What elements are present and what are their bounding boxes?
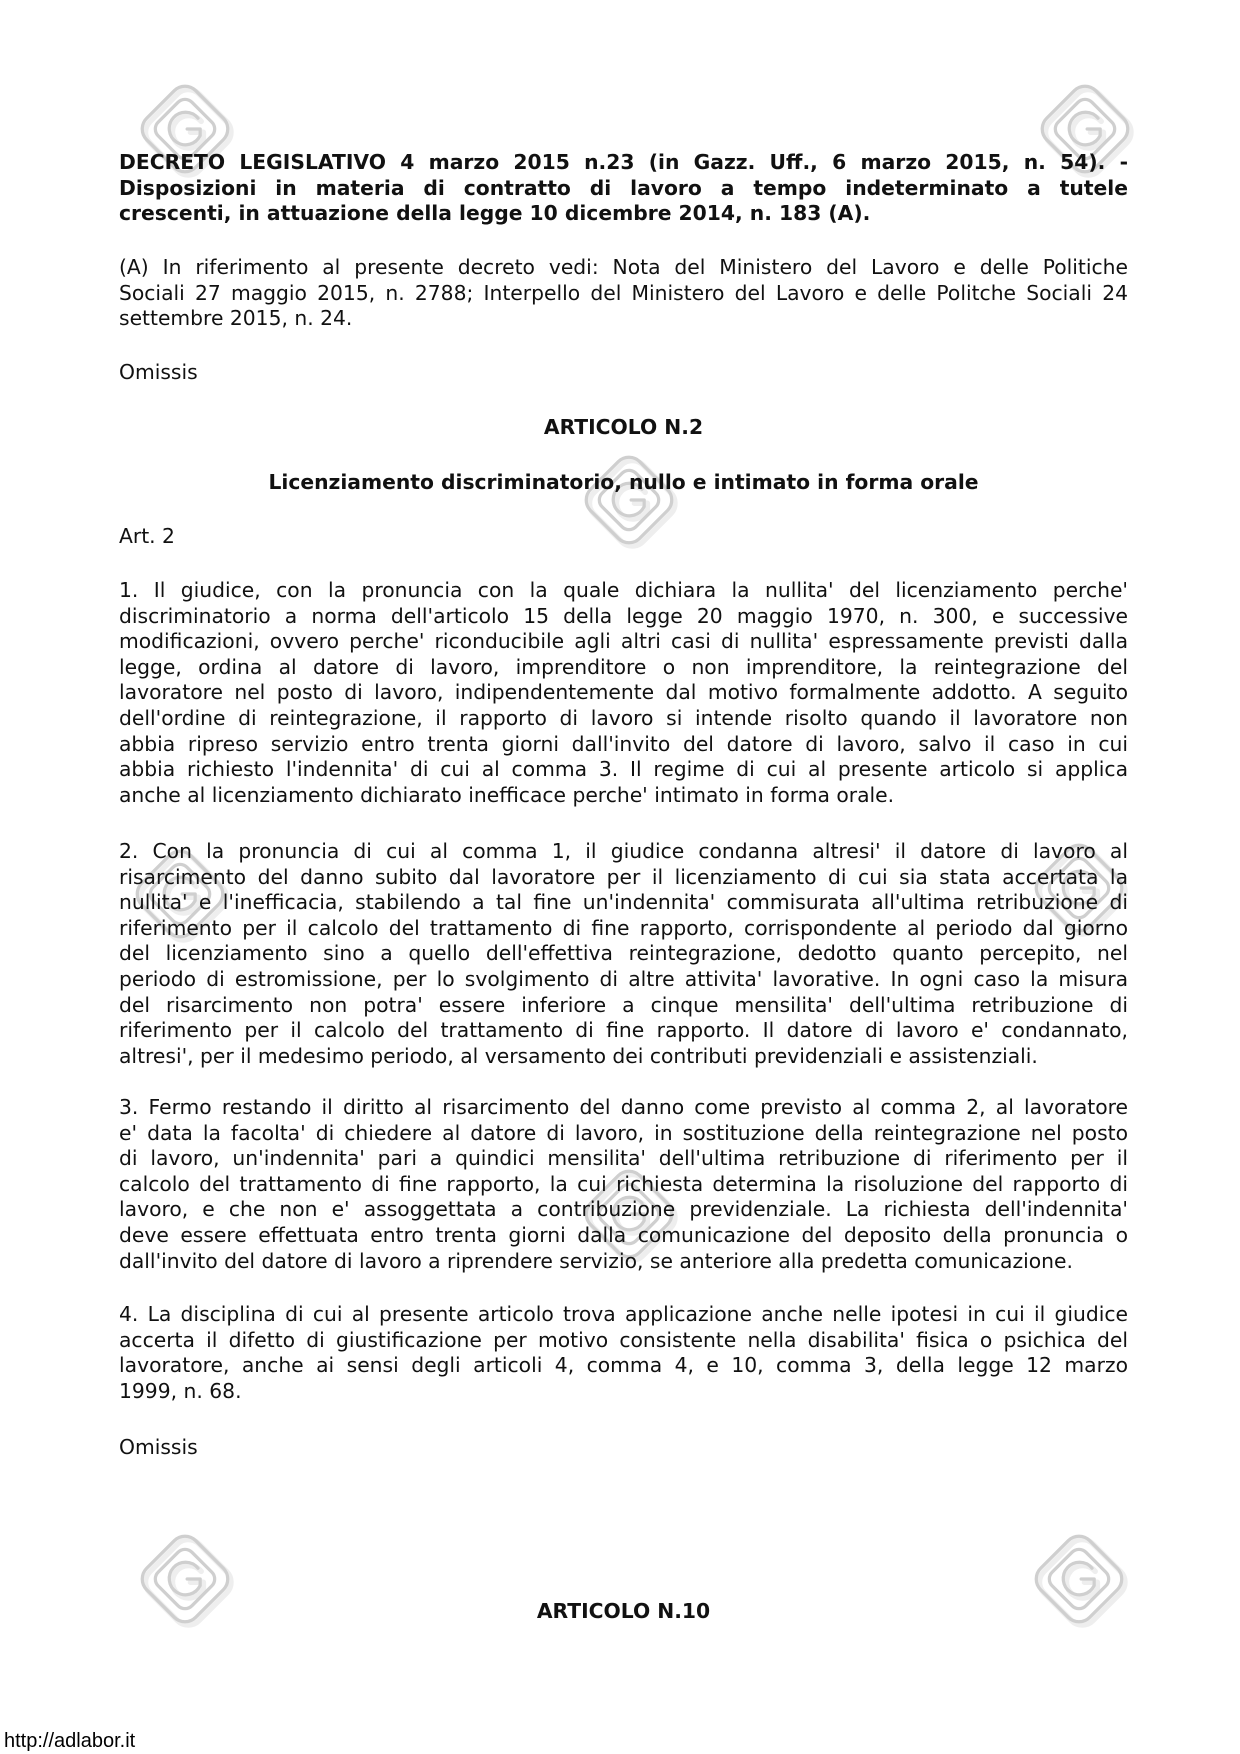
paragraph-line: 1999, n. 68. — [119, 1378, 242, 1403]
paragraph-line: del risarcimento non potra' essere inferiore a cinque mensilita' dell'ultima retribuzione di — [119, 992, 1128, 1017]
paragraph-3 — [119, 1095, 1128, 1274]
paragraph-line: dell'ordine di reintegrazione, il rapporto di lavoro si intende risolto quando il lavoratore non — [119, 705, 1128, 730]
omissis-text: Omissis — [119, 360, 198, 384]
reference-note-line: (A) In riferimento al presente decreto vedi: Nota del Ministero del Lavoro e delle Politiche — [119, 255, 1128, 279]
paragraph-line: 2. Con la pronuncia di cui al comma 1, il giudice condanna altresi' il datore di lavoro al — [119, 839, 1128, 863]
paragraph-line: lavoratore nel posto di lavoro, indipendentemente dal motivo formalmente addotto. A seguito — [119, 680, 1128, 705]
paragraph-line: risarcimento del danno subito dal lavoratore per il licenziamento di cui sia stata accertata la — [119, 864, 1128, 889]
paragraph-line: 4. La disciplina di cui al presente articolo trova applicazione anche nelle ipotesi in cui il giudice — [119, 1302, 1128, 1326]
paragraph-line: e' data la facolta' di chiedere al datore di lavoro, in sostituzione della reintegrazione nel posto — [119, 1120, 1128, 1145]
paragraph-line: legge, ordina al datore di lavoro, imprenditore o non imprenditore, la reintegrazione del — [119, 654, 1128, 679]
paragraph-line: di lavoro, un'indennita' pari a quindici mensilita' dell'ultima retribuzione di riferimento per il — [119, 1146, 1128, 1171]
paragraph-line: 1. Il giudice, con la pronuncia con la quale dichiara la nullita' del licenziamento perche' — [119, 578, 1128, 602]
paragraph-line: anche al licenziamento dichiarato inefficace perche' intimato in forma orale. — [119, 782, 895, 807]
omissis-text: Omissis — [119, 1435, 198, 1459]
paragraph-line: abbia ripreso servizio entro trenta giorni dall'invito del datore di lavoro, salvo il caso in cui — [119, 731, 1128, 756]
paragraph-1 — [119, 578, 1128, 808]
reference-note — [119, 255, 1128, 332]
paragraph-line: periodo di estromissione, per lo svolgimento di altre attivita' lavorative. In ogni caso la misura — [119, 966, 1128, 991]
reference-note-line: settembre 2015, n. 24. — [119, 306, 353, 331]
article-subtitle: Licenziamento discriminatorio, nullo e intimato in forma orale — [268, 470, 979, 494]
source-url: http://adlabor.it — [4, 1730, 136, 1752]
paragraph-line: lavoratore, anche ai sensi degli articoli 4, comma 4, e 10, comma 3, della legge 12 marzo — [119, 1353, 1128, 1378]
paragraph-line: lavoro, e che non e' assoggettata a contribuzione previdenziale. La richiesta dell'indennita' — [119, 1197, 1128, 1222]
decree-title-line: Disposizioni in materia di contratto di lavoro a tempo indeterminato a tutele — [119, 175, 1128, 200]
paragraph-line: riferimento per il calcolo del trattamento di fine rapporto, corrispondente al periodo dal giorno — [119, 915, 1128, 940]
article-heading: ARTICOLO N.2 — [543, 415, 704, 439]
paragraph-line: nullita' e l'inefficacia, stabilendo a tal fine un'indennita' commisurata all'ultima retribuzione di — [119, 890, 1128, 915]
paragraph-line: riferimento per il calcolo del trattamento di fine rapporto. Il datore di lavoro e' condannato, — [119, 1018, 1128, 1043]
paragraph-line: altresi', per il medesimo periodo, al versamento dei contributi previdenziali e assistenziali. — [119, 1043, 1038, 1068]
paragraph-line: 3. Fermo restando il diritto al risarcimento del danno come previsto al comma 2, al lavoratore — [119, 1095, 1128, 1119]
paragraph-line: dall'invito del datore di lavoro a riprendere servizio, se anteriore alla predetta comunicazione. — [119, 1248, 1073, 1273]
paragraph-line: discriminatorio a norma dell'articolo 15 della legge 20 maggio 1970, n. 300, e successive — [119, 603, 1128, 628]
paragraph-2 — [119, 839, 1128, 1069]
decree-title — [119, 150, 1128, 227]
decree-title-line: DECRETO LEGISLATIVO 4 marzo 2015 n.23 (in Gazz. Uff., 6 marzo 2015, n. 54). - — [119, 150, 1128, 174]
paragraph-line: abbia richiesto l'indennita' di cui al comma 3. Il regime di cui al presente articolo si applica — [119, 757, 1128, 782]
paragraph-line: modificazioni, ovvero perche' riconducibile agli altri casi di nullita' espressamente previsti dalla — [119, 629, 1128, 654]
article-label: Art. 2 — [119, 524, 175, 548]
paragraph-line: deve essere effettuata entro trenta giorni dalla comunicazione del deposito della pronuncia o — [119, 1222, 1128, 1247]
paragraph-line: del licenziamento sino a quello dell'effettiva reintegrazione, dedotto quanto percepito, nel — [119, 941, 1128, 966]
paragraph-line: accerta il difetto di giustificazione per motivo consistente nella disabilita' fisica o psichica del — [119, 1327, 1128, 1352]
decree-title-line: crescenti, in attuazione della legge 10 dicembre 2014, n. 183 (A). — [119, 201, 871, 226]
reference-note-line: Sociali 27 maggio 2015, n. 2788; Interpello del Ministero del Lavoro e delle Politche Sociali 24 — [119, 280, 1128, 305]
paragraph-4 — [119, 1302, 1128, 1404]
next-article-heading: ARTICOLO N.10 — [536, 1599, 711, 1623]
paragraph-line: calcolo del trattamento di fine rapporto, la cui richiesta determina la risoluzione del rapporto di — [119, 1171, 1128, 1196]
